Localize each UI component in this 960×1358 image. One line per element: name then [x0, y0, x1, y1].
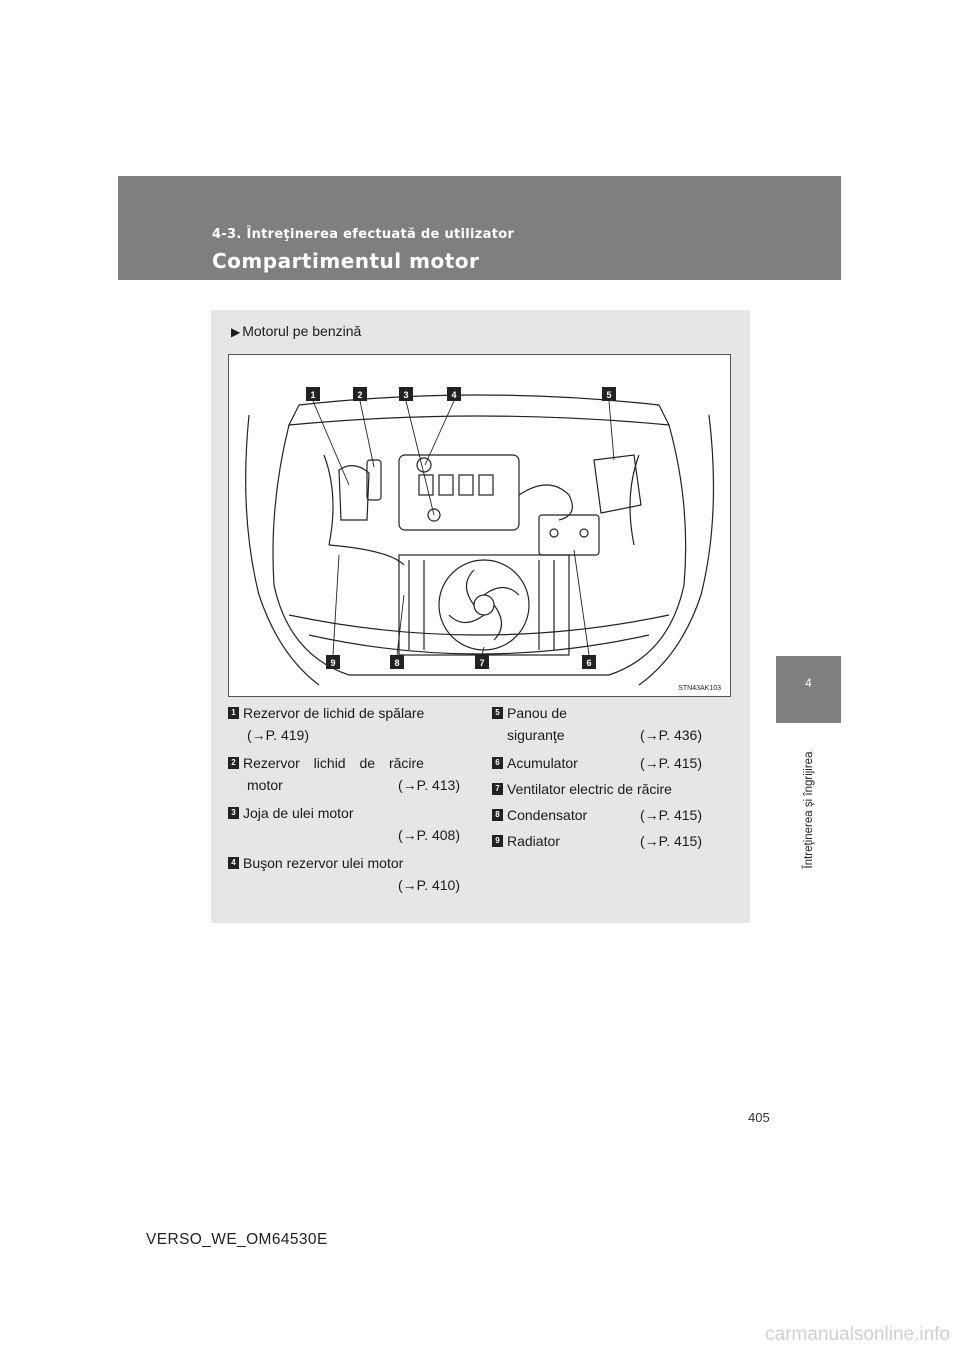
- callout-1: [306, 387, 320, 401]
- item-label-line2: motor: [247, 777, 283, 793]
- item-label: Panou de: [507, 705, 567, 721]
- item-label: Acumulator: [507, 755, 578, 771]
- engine-drawing: [229, 355, 730, 696]
- page-number: 405: [748, 1110, 770, 1125]
- item-badge: 9: [492, 835, 503, 847]
- item-label: Rezervor lichid de răcire: [243, 755, 424, 771]
- item-ref: (→P. 410): [398, 877, 460, 893]
- legend-item: [228, 752, 468, 796]
- callout-8: [390, 655, 404, 669]
- item-label: Joja de ulei motor: [243, 805, 354, 821]
- item-badge: 1: [228, 707, 239, 719]
- engine-compartment-panel: [211, 310, 750, 923]
- legend-item: [492, 830, 732, 854]
- section-header: [118, 176, 841, 280]
- legend-item: [492, 752, 732, 776]
- item-ref: (→P. 415): [640, 833, 702, 849]
- item-label: Rezervor de lichid de spălare: [243, 705, 425, 721]
- svg-text:3: 3: [403, 390, 409, 400]
- engine-illustration: [228, 354, 731, 697]
- item-ref: (→P. 436): [640, 727, 702, 743]
- item-ref: (→P. 415): [640, 755, 702, 771]
- item-badge: 4: [228, 857, 239, 869]
- svg-text:2: 2: [357, 390, 363, 400]
- svg-text:6: 6: [586, 658, 592, 668]
- item-badge: 5: [492, 707, 503, 719]
- svg-text:8: 8: [394, 658, 400, 668]
- item-label: Ventilator electric de răcire: [507, 781, 672, 797]
- item-label-line2: siguranţe: [507, 727, 565, 743]
- item-badge: 2: [228, 757, 239, 769]
- chapter-tab: [776, 656, 841, 723]
- watermark[interactable]: carmanualsonline.info: [765, 1324, 950, 1345]
- callout-2: [353, 387, 367, 401]
- figure-code: STN43AK103: [678, 685, 721, 692]
- item-ref: (→P. 413): [398, 777, 460, 793]
- legend-item: [492, 702, 732, 746]
- legend-item: [228, 852, 468, 896]
- svg-text:1: 1: [310, 390, 316, 400]
- item-badge: 7: [492, 783, 503, 795]
- legend-item: [492, 778, 732, 802]
- callout-4: [447, 387, 461, 401]
- engine-subheading-text: Motorul pe benzină: [242, 323, 362, 339]
- triangle-icon: ▶: [231, 325, 241, 339]
- item-ref: (→P. 408): [398, 827, 460, 843]
- chapter-title: Întreţinerea şi îngrijirea: [803, 751, 815, 869]
- svg-text:5: 5: [606, 390, 612, 400]
- chapter-number: 4: [805, 676, 812, 690]
- document-code: VERSO_WE_OM64530E: [146, 1231, 328, 1248]
- legend-item: [228, 802, 468, 846]
- callout-7: [475, 655, 489, 669]
- item-badge: 3: [228, 807, 239, 819]
- item-ref: (→P. 415): [640, 807, 702, 823]
- section-subtitle: 4-3. Întreţinerea efectuată de utilizator: [212, 227, 515, 242]
- item-label: Radiator: [507, 833, 560, 849]
- legend-item: [228, 702, 468, 746]
- item-ref: (→P. 419): [247, 727, 309, 743]
- page-title: Compartimentul motor: [212, 249, 480, 273]
- item-label: Condensator: [507, 807, 588, 823]
- legend-item: [492, 804, 732, 828]
- svg-text:7: 7: [479, 658, 485, 668]
- item-badge: 6: [492, 757, 503, 769]
- callout-5: [602, 387, 616, 401]
- svg-text:9: 9: [330, 658, 336, 668]
- svg-text:4: 4: [451, 390, 457, 400]
- callout-9: [326, 655, 340, 669]
- engine-subheading: [231, 323, 361, 339]
- item-label: Buşon rezervor ulei motor: [243, 855, 404, 871]
- item-badge: 8: [492, 809, 503, 821]
- callout-3: [399, 387, 413, 401]
- callout-6: [582, 655, 596, 669]
